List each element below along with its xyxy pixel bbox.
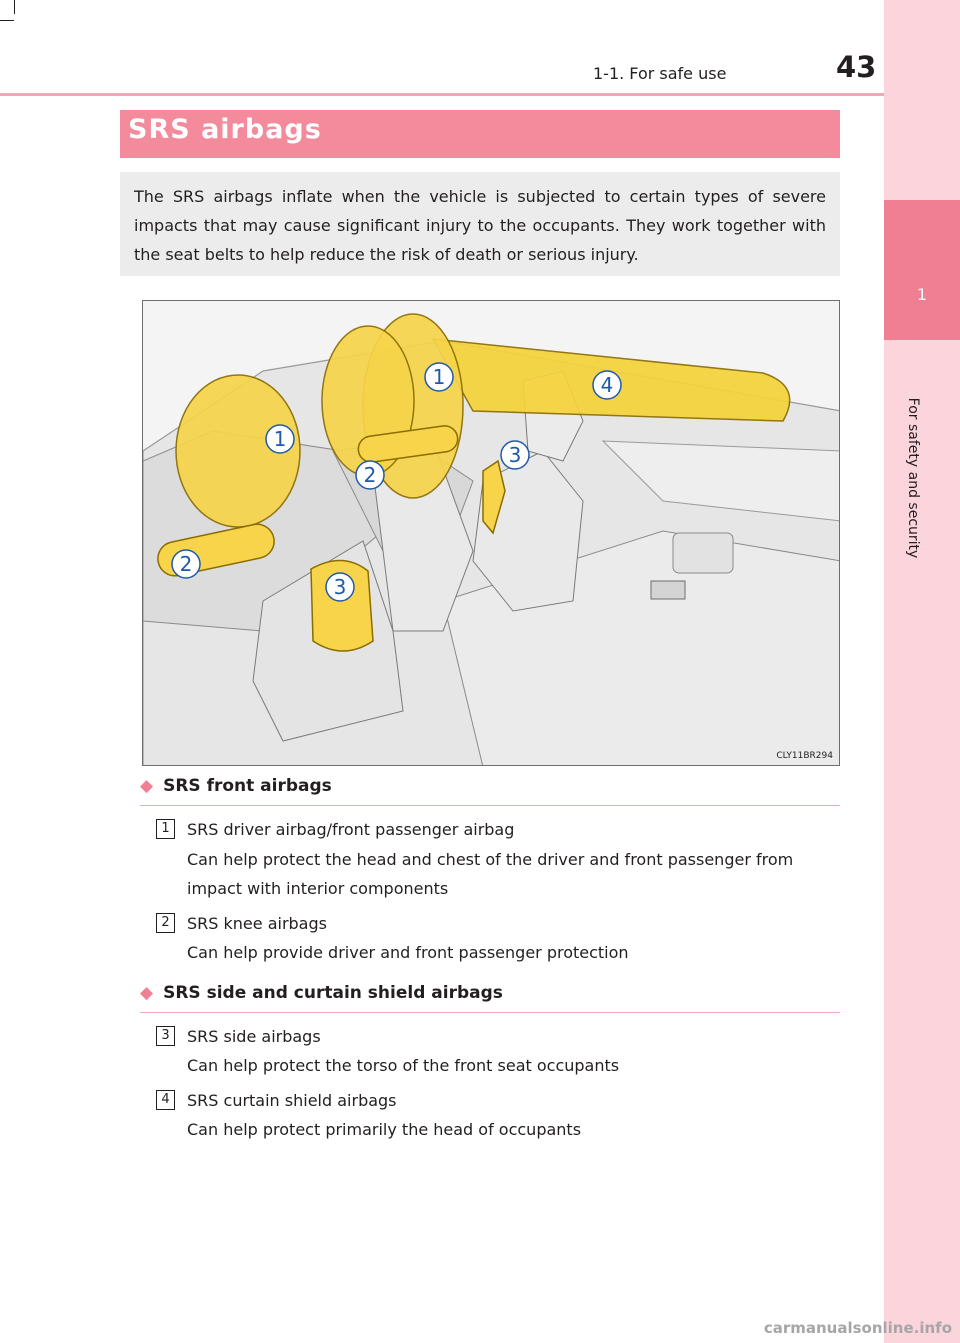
callout-1-passenger [425,363,453,391]
callout-1-driver [266,425,294,453]
callout-4-curtain [593,371,621,399]
intro-text: The SRS airbags inflate when the vehicle is subjected to certain types of severe impacts that may cause significant injury to the occupants. They work together with the seat belts to help reduce the risk of death or serious injury. [134,187,826,264]
page-title: SRS airbags [128,114,322,145]
watermark: carmanualsonline.info [763,1319,952,1337]
item-number-box: 1 [156,819,175,839]
airbag-illustration-svg [143,301,840,766]
chapter-number: 1 [916,285,928,304]
header-rule [0,93,884,96]
item-description: Can help protect the torso of the front seat occupants [187,1056,620,1075]
item-title: SRS side airbags [187,1027,321,1046]
item-number-box: 3 [156,1026,175,1046]
subhead-side-curtain-airbags [140,983,503,1003]
subhead-text: SRS front airbags [163,776,332,796]
svg-text:1: 1 [273,427,287,451]
svg-text:1: 1 [432,365,446,389]
item-description: Can help protect primarily the head of occupants [187,1120,582,1139]
rear-armrest [673,533,733,573]
item-title: SRS knee airbags [187,914,327,933]
svg-text:3: 3 [508,443,522,467]
diamond-bullet-icon: ◆ [140,983,154,1003]
svg-text:3: 3 [333,575,347,599]
svg-text:2: 2 [179,552,193,576]
airbag-illustration [142,300,840,766]
subhead-rule [140,805,840,806]
section-label: 1-1. For safe use [593,64,727,83]
svg-text:4: 4 [600,373,614,397]
intro-box [120,172,840,276]
page-number: 43 [836,50,877,84]
diamond-bullet-icon: ◆ [140,776,154,796]
figure-code: CLY11BR294 [776,751,833,761]
item-title: SRS curtain shield airbags [187,1091,397,1110]
callout-2-driver [172,550,200,578]
rear-control-panel [651,581,685,599]
chapter-title-text: For safety and security [905,397,921,559]
crop-mark [14,0,15,14]
subhead-text: SRS side and curtain shield airbags [163,983,503,1003]
item-description: Can help provide driver and front passenger protection [187,943,629,962]
subhead-front-airbags [140,776,332,796]
chapter-title [900,395,920,565]
crop-mark [0,20,14,21]
item-number-box: 2 [156,913,175,933]
item-title: SRS driver airbag/front passenger airbag [187,820,515,839]
chapter-tab-active [884,200,960,340]
svg-text:2: 2 [363,463,377,487]
callout-3-passenger [501,441,529,469]
callout-3-driver [326,573,354,601]
subhead-rule [140,1012,840,1013]
callout-2-passenger [356,461,384,489]
item-description: Can help protect the head and chest of the driver and front passenger from impact with interior components [187,850,794,898]
item-number-box: 4 [156,1090,175,1110]
